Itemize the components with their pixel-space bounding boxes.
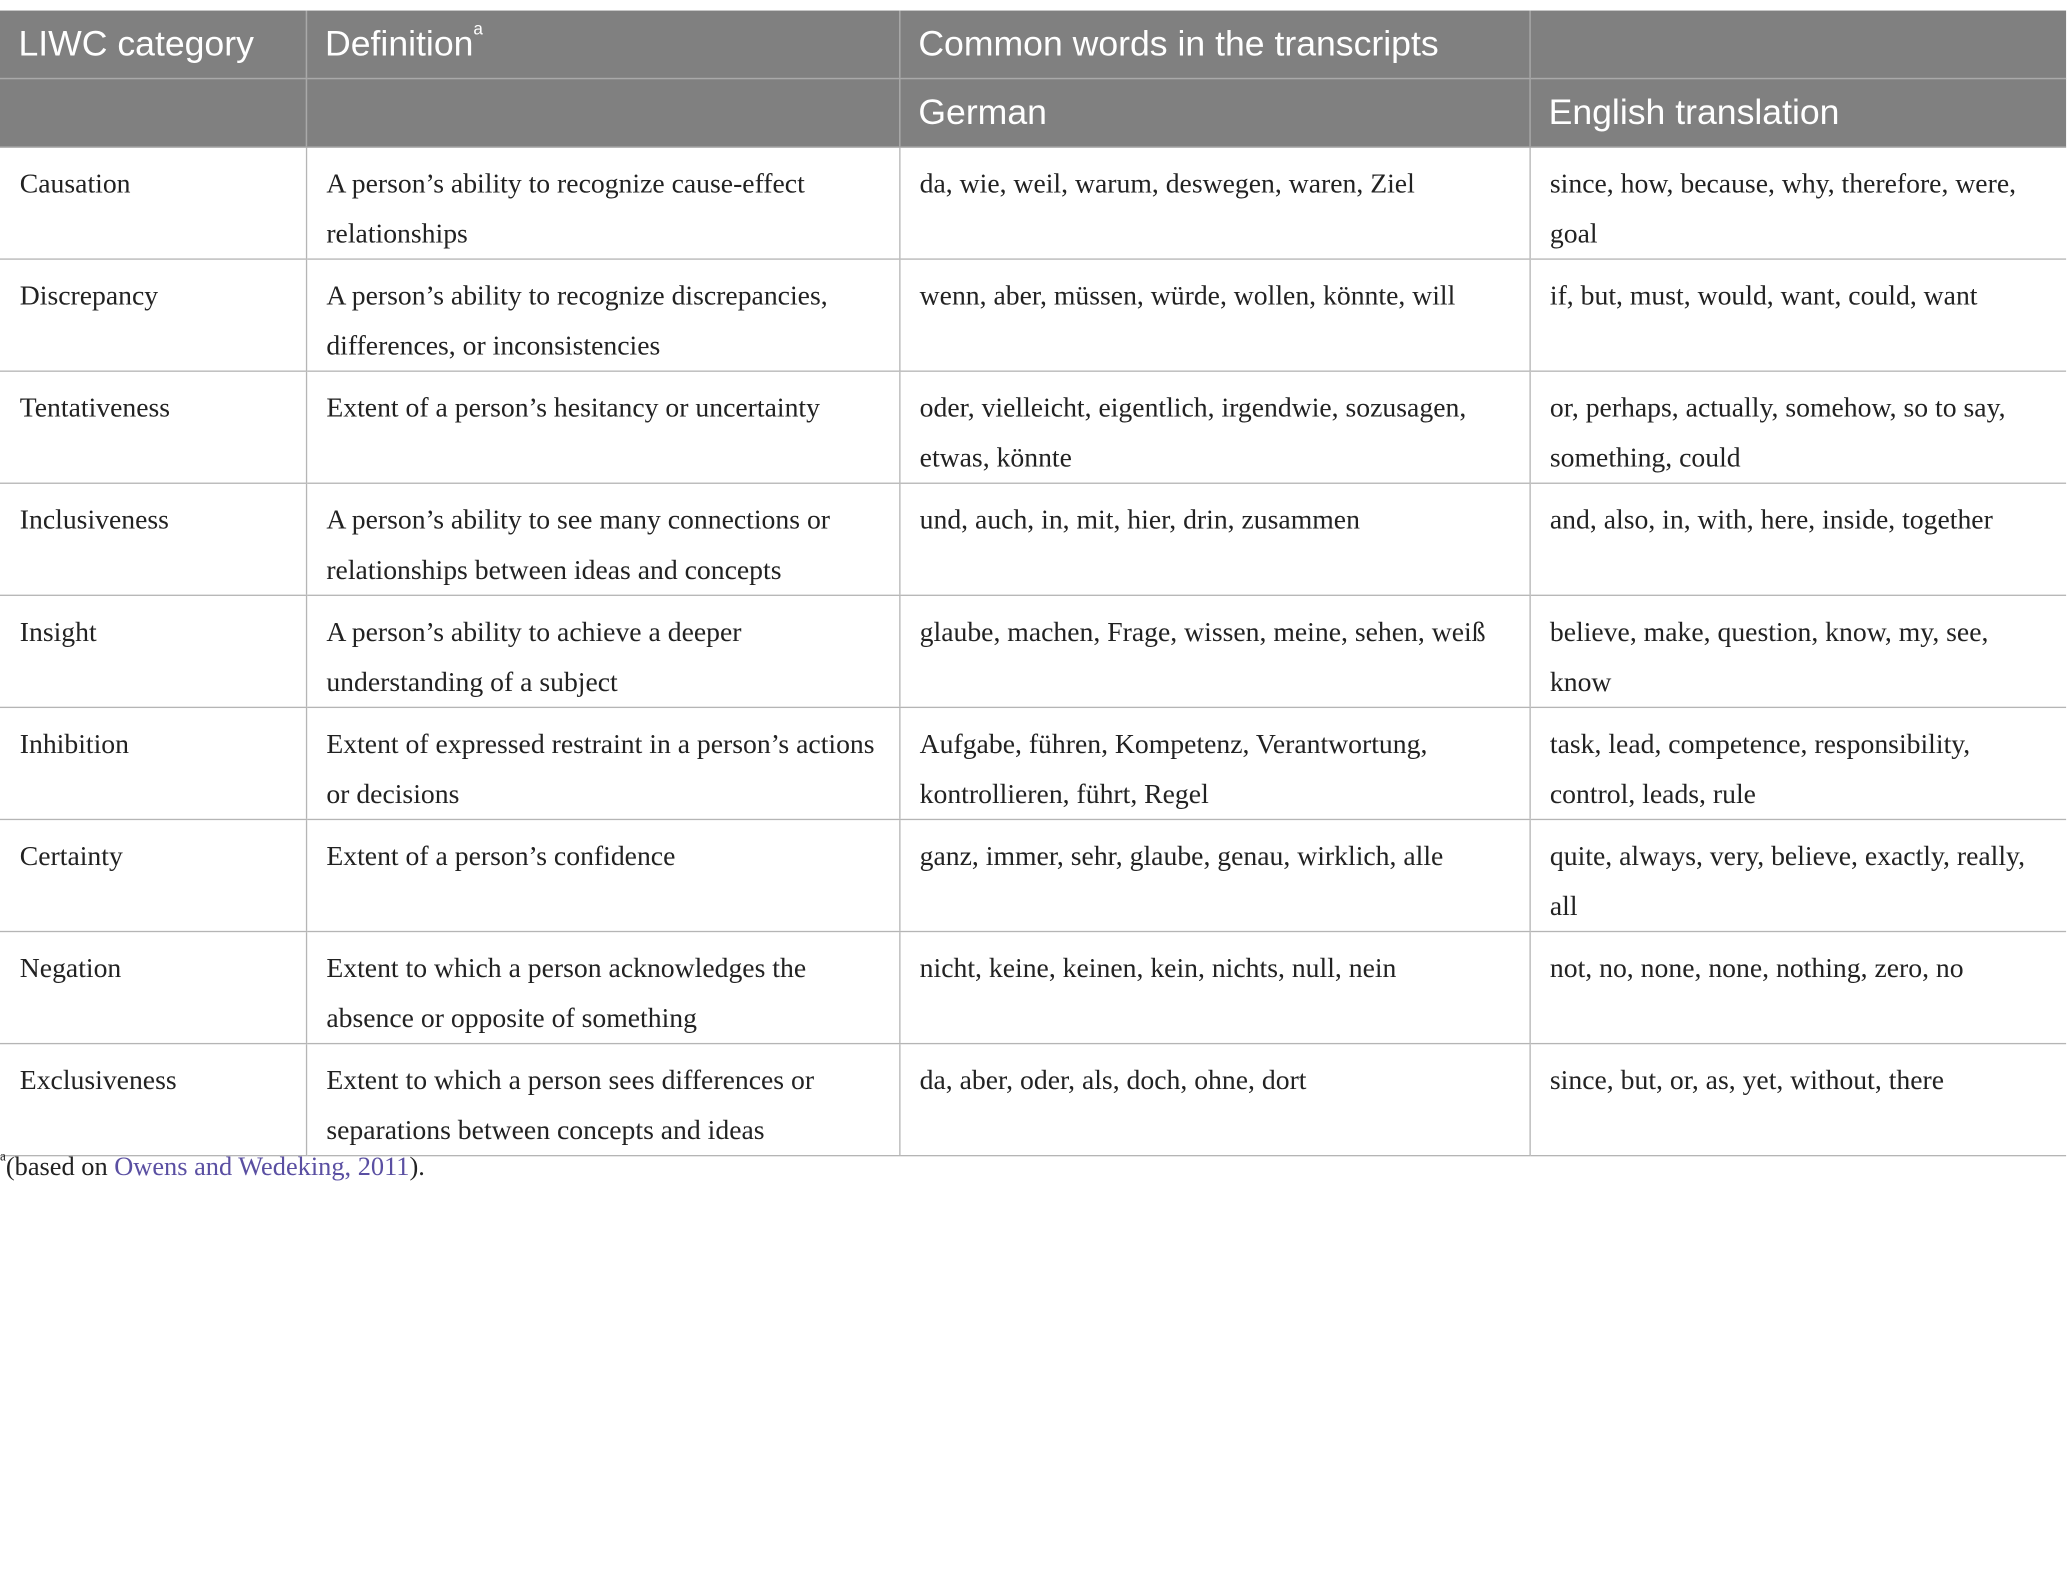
header-empty [1529,11,2066,79]
cell-definition: Extent of a person’s hesitancy or uncertainty [306,371,899,483]
liwc-table-container [0,11,2066,1157]
cell-german: ganz, immer, sehr, glaube, genau, wirklich, alle [899,819,1529,931]
subheader-english-translation: English translation [1529,78,2066,147]
cell-category: Insight [0,595,306,707]
subheader-german: German [899,78,1529,147]
cell-category: Exclusiveness [0,1044,306,1156]
cell-category: Certainty [0,819,306,931]
table-row [0,371,2066,483]
header-liwc-category: LIWC category [0,11,306,79]
footnote-mark: a [0,1150,6,1165]
cell-definition: A person’s ability to recognize cause-effect relationships [306,147,899,259]
cell-german: da, wie, weil, warum, deswegen, waren, Ziel [899,147,1529,259]
cell-german: wenn, aber, müssen, würde, wollen, könnte, will [899,259,1529,371]
cell-german: da, aber, oder, als, doch, ohne, dort [899,1044,1529,1156]
cell-english: task, lead, competence, responsibility, control, leads, rule [1529,707,2066,819]
cell-english: since, but, or, as, yet, without, there [1529,1044,2066,1156]
cell-category: Tentativeness [0,371,306,483]
cell-category: Discrepancy [0,259,306,371]
cell-english: if, but, must, would, want, could, want [1529,259,2066,371]
definition-footnote-mark: a [473,18,483,39]
cell-definition: Extent to which a person acknowledges the absence or opposite of something [306,932,899,1044]
table-row [0,483,2066,595]
cell-category: Causation [0,147,306,259]
table-header [0,11,2066,147]
cell-category: Inclusiveness [0,483,306,595]
cell-category: Inhibition [0,707,306,819]
cell-definition: Extent to which a person sees differences or separations between concepts and ideas [306,1044,899,1156]
table-row [0,259,2066,371]
header-definition: Definition$^a$ [306,11,899,79]
header-common-words: Common words in the transcripts [899,11,1529,79]
liwc-table [0,11,2066,1157]
table-row [0,707,2066,819]
cell-english: and, also, in, with, here, inside, together [1529,483,2066,595]
table-row [0,819,2066,931]
table-row [0,147,2066,259]
cell-definition: A person’s ability to achieve a deeper understanding of a subject [306,595,899,707]
cell-definition: Extent of expressed restraint in a person’s actions or decisions [306,707,899,819]
cell-german: und, auch, in, mit, hier, drin, zusammen [899,483,1529,595]
cell-english: quite, always, very, believe, exactly, really, all [1529,819,2066,931]
cell-english: since, how, because, why, therefore, were, goal [1529,147,2066,259]
footnote-prefix: (based on [5,1152,115,1182]
cell-definition: A person’s ability to recognize discrepancies, differences, or inconsistencies [306,259,899,371]
cell-english: believe, make, question, know, my, see, know [1529,595,2066,707]
subheader-empty-2 [306,78,899,147]
table-row [0,932,2066,1044]
cell-german: Aufgabe, führen, Kompetenz, Verantwortung, kontrollieren, führt, Regel [899,707,1529,819]
citation-link[interactable]: Owens and Wedeking, 2011 [114,1152,410,1182]
table-row [0,595,2066,707]
cell-definition: Extent of a person’s confidence [306,819,899,931]
footnote-suffix: ). [409,1152,425,1182]
subheader-empty-1 [0,78,306,147]
cell-category: Negation [0,932,306,1044]
cell-german: oder, vielleicht, eigentlich, irgendwie, sozusagen, etwas, könnte [899,371,1529,483]
table-row [0,1044,2066,1156]
table-body [0,147,2066,1156]
cell-english: not, no, none, none, nothing, zero, no [1529,932,2066,1044]
cell-english: or, perhaps, actually, somehow, so to say, something, could [1529,371,2066,483]
cell-german: nicht, keine, keinen, kein, nichts, null, nein [899,932,1529,1044]
cell-definition: A person’s ability to see many connections or relationships between ideas and concepts [306,483,899,595]
cell-german: glaube, machen, Frage, wissen, meine, sehen, weiß [899,595,1529,707]
table-footnote [0,1152,425,1182]
